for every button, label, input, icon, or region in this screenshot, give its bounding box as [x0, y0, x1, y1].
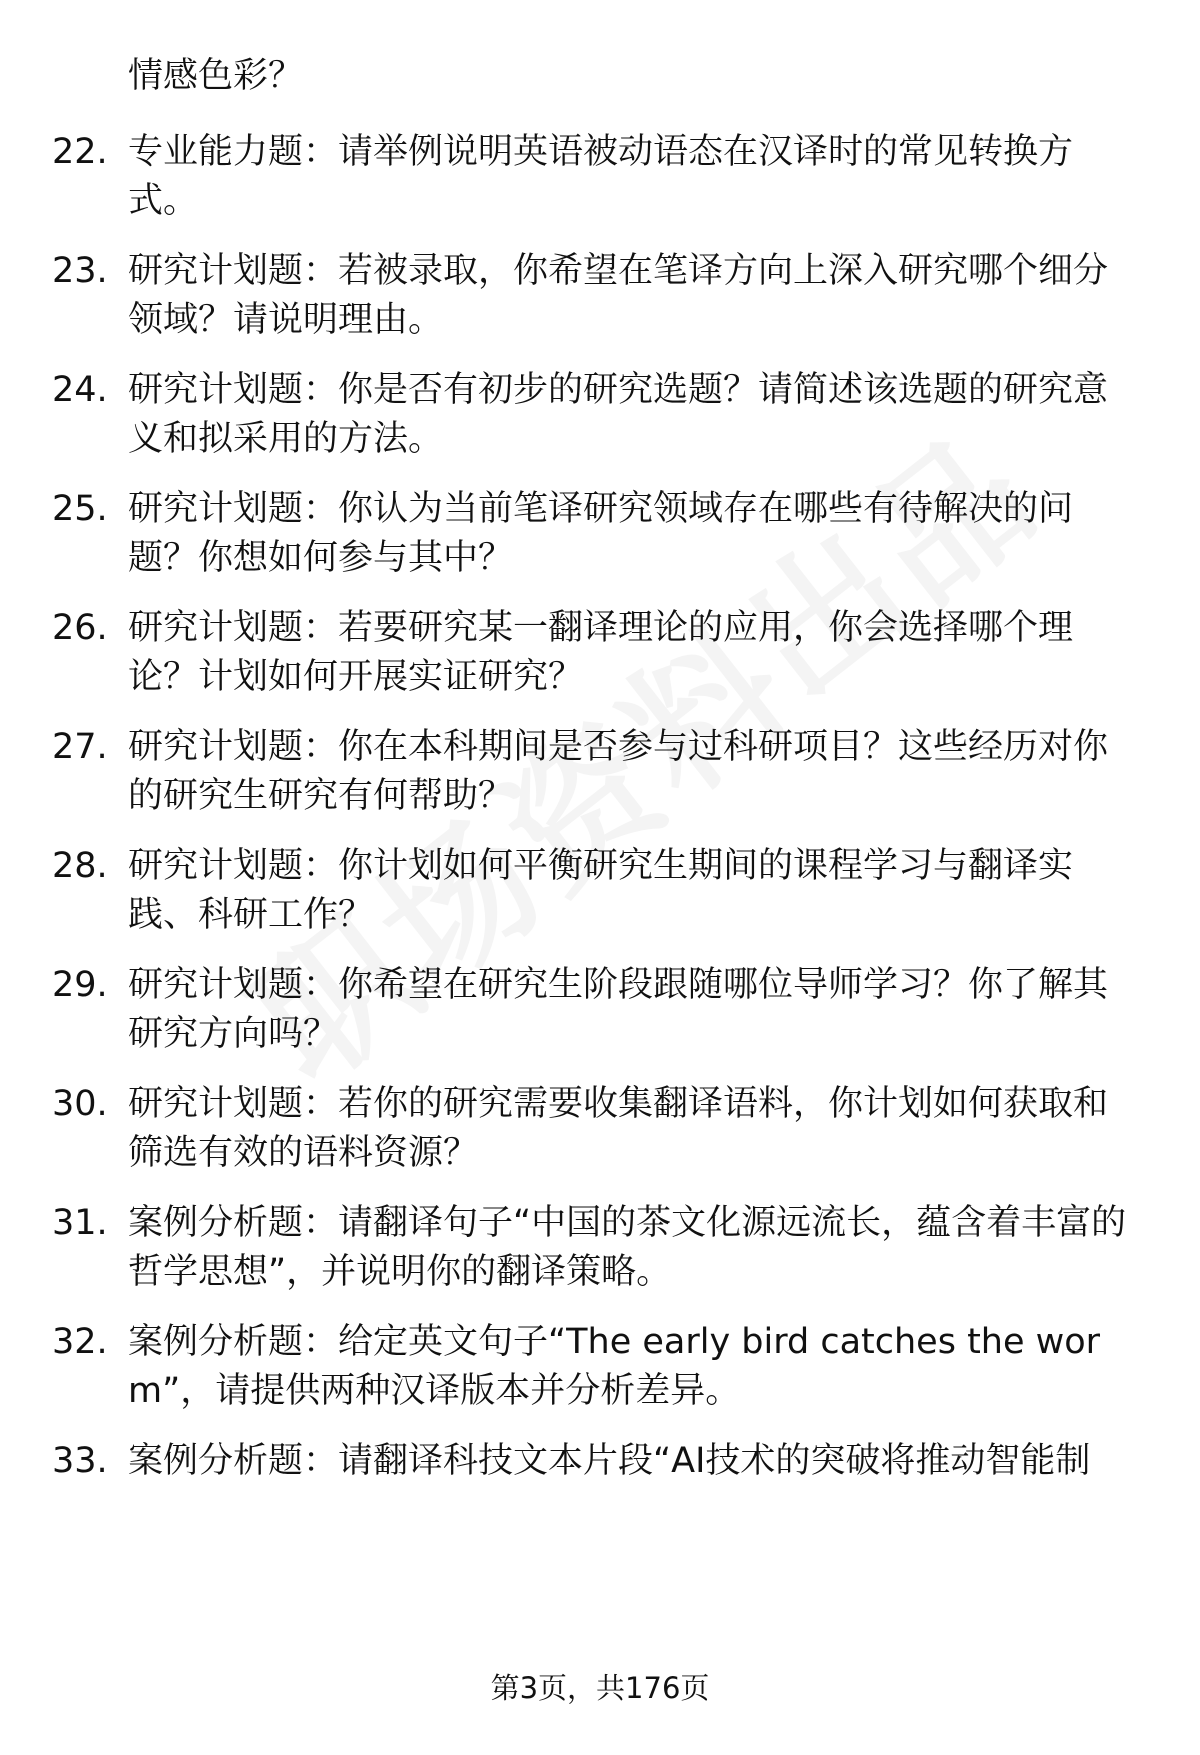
question-number: 30. [52, 1084, 108, 1124]
question-number: 29. [52, 965, 108, 1005]
page-number-footer: 第3页，共176页 [490, 1671, 710, 1705]
question-text: 案例分析题：请翻译科技文本片段“AI技术的突破将推动智能制 [128, 1441, 1091, 1481]
question-text: 研究计划题：若要研究某一翻译理论的应用，你会选择哪个理论？计划如何开展实证研究？ [128, 608, 1074, 697]
question-text: 研究计划题：你是否有初步的研究选题？请简述该选题的研究意义和拟采用的方法。 [128, 370, 1109, 459]
question-text: 研究计划题：你希望在研究生阶段跟随哪位导师学习？你了解其研究方向吗？ [128, 965, 1109, 1054]
question-number: 31. [52, 1203, 108, 1243]
question-text: 研究计划题：若被录取，你希望在笔译方向上深入研究哪个细分领域？请说明理由。 [128, 251, 1109, 340]
question-text: 案例分析题：请翻译句子“中国的茶文化源远流长，蕴含着丰富的哲学思想”，并说明你的翻译策略。 [128, 1203, 1127, 1292]
question-text: 研究计划题：你计划如何平衡研究生期间的课程学习与翻译实践、科研工作？ [128, 846, 1074, 935]
question-text: 案例分析题：给定英文句子“The early bird catches the worm”，请提供两种汉译版本并分析差异。 [128, 1322, 1101, 1411]
question-text: 研究计划题：你认为当前笔译研究领域存在哪些有待解决的问题？你想如何参与其中？ [128, 489, 1074, 578]
question-text: 研究计划题：你在本科期间是否参与过科研项目？这些经历对你的研究生研究有何帮助？ [128, 727, 1109, 816]
question-text: 研究计划题：若你的研究需要收集翻译语料，你计划如何获取和筛选有效的语料资源？ [128, 1084, 1109, 1173]
question-number: 28. [52, 846, 108, 886]
question-number: 33. [52, 1441, 108, 1481]
question-number: 23. [52, 251, 108, 291]
question-number: 27. [52, 727, 108, 767]
question-number: 24. [52, 370, 108, 410]
question-number: 26. [52, 608, 108, 648]
question-number: 22. [52, 132, 108, 172]
question-number: 32. [52, 1322, 108, 1362]
question-text: 专业能力题：请举例说明英语被动语态在汉译时的常见转换方式。 [128, 132, 1074, 221]
question-number: 25. [52, 489, 108, 529]
question-text: 情感色彩？ [128, 56, 304, 96]
